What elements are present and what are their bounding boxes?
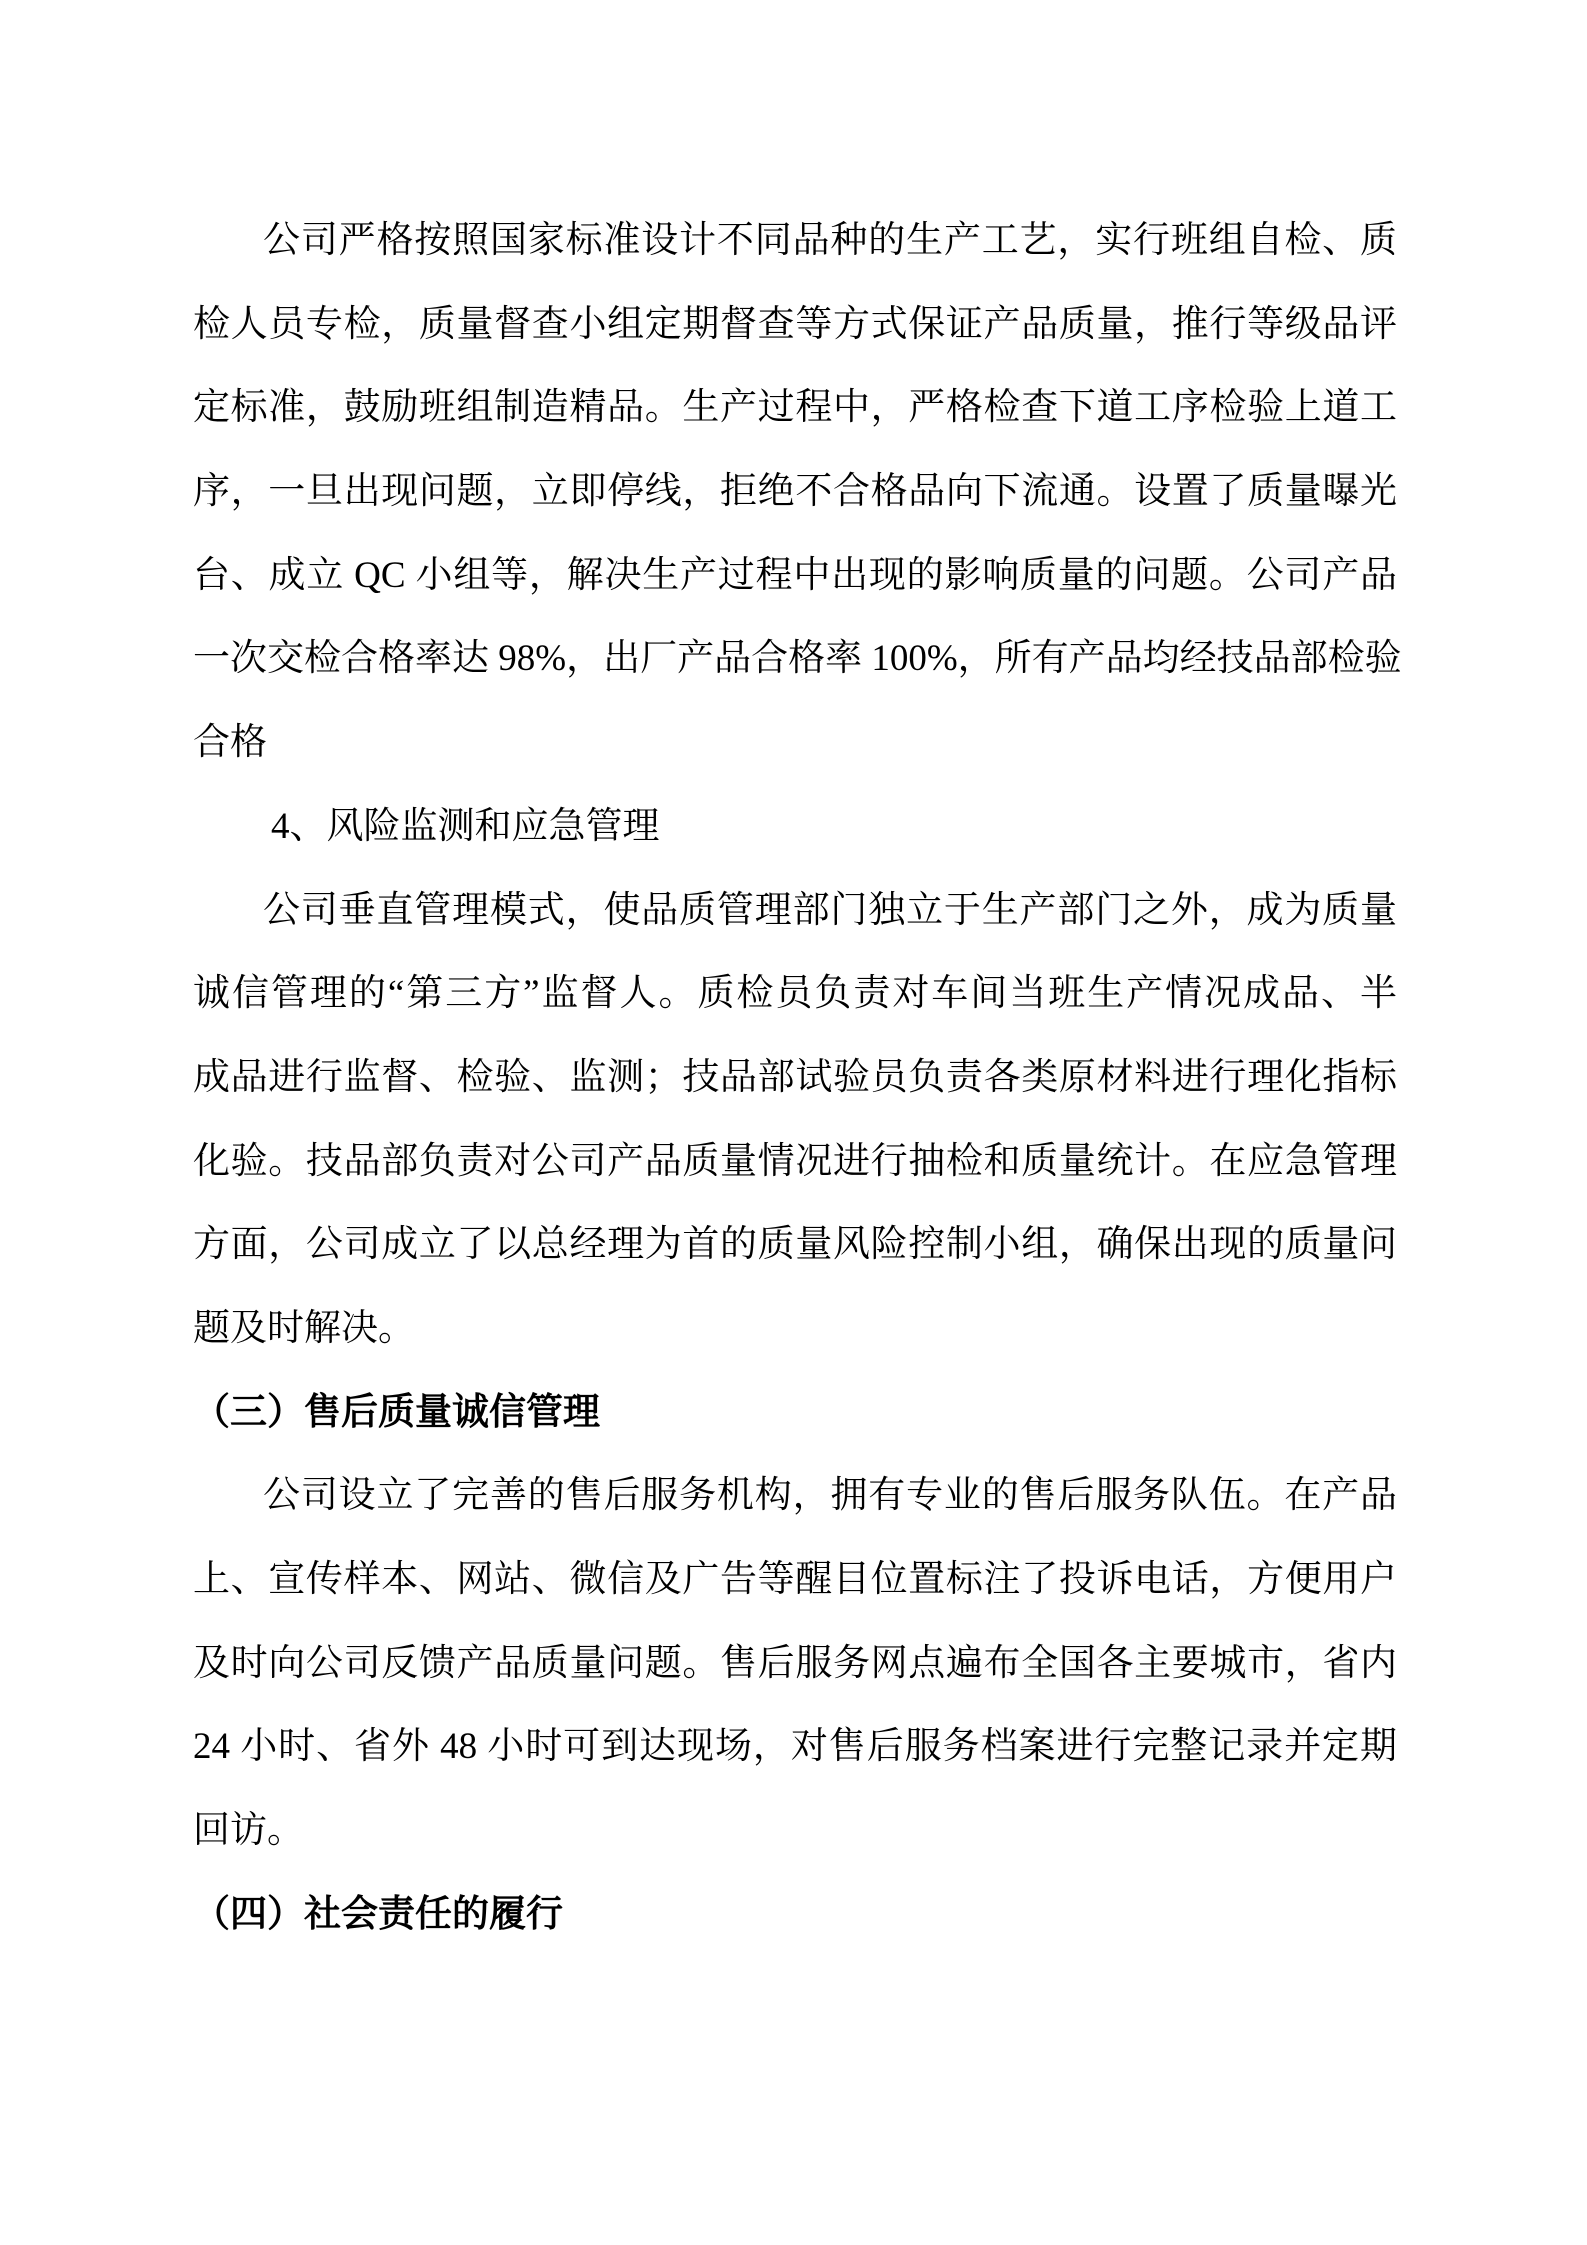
section-heading-after-sales: （三）售后质量诚信管理 [193,1391,600,1433]
paragraph-first-line: 公司设立了完善的售后服务机构，拥有专业的售后服务队伍。在产品 [263,1475,1397,1517]
section-heading-social-responsibility: （四）社会责任的履行 [193,1893,563,1935]
body-line: 台、成立 QC 小组等，解决生产过程中出现的影响质量的问题。公司产品 [193,554,1397,596]
body-line: 方面，公司成立了以总经理为首的质量风险控制小组，确保出现的质量问 [193,1224,1397,1266]
body-line: 序，一旦出现问题，立即停线，拒绝不合格品向下流通。设置了质量曝光 [193,471,1397,513]
body-line: 及时向公司反馈产品质量问题。售后服务网点遍布全国各主要城市，省内 [193,1642,1397,1684]
body-line: 化验。技品部负责对公司产品质量情况进行抽检和质量统计。在应急管理 [193,1140,1397,1182]
body-line: 成品进行监督、检验、监测；技品部试验员负责各类原材料进行理化指标 [193,1056,1397,1098]
paragraph-last-line: 合格 [193,722,267,764]
body-line: 24 小时、省外 48 小时可到达现场，对售后服务档案进行完整记录并定期 [193,1726,1397,1768]
paragraph-last-line: 回访。 [193,1810,304,1852]
subsection-heading-risk: 4、风险监测和应急管理 [271,805,660,847]
paragraph-last-line: 题及时解决。 [193,1307,415,1349]
document-text-block [193,199,1402,1956]
paragraph-first-line: 公司垂直管理模式，使品质管理部门独立于生产部门之外，成为质量 [263,889,1397,931]
body-line: 定标准，鼓励班组制造精品。生产过程中，严格检查下道工序检验上道工 [193,387,1397,429]
body-line: 诚信管理的“第三方”监督人。质检员负责对车间当班生产情况成品、半 [193,973,1397,1015]
body-line: 一次交检合格率达 98%，出厂产品合格率 100%，所有产品均经技品部检验 [193,638,1402,680]
body-line: 上、宣传样本、网站、微信及广告等醒目位置标注了投诉电话，方便用户 [193,1559,1397,1600]
body-line: 检人员专检，质量督查小组定期督查等方式保证产品质量，推行等级品评 [193,303,1397,345]
paragraph-first-line: 公司严格按照国家标准设计不同品种的生产工艺，实行班组自检、质 [263,220,1397,261]
